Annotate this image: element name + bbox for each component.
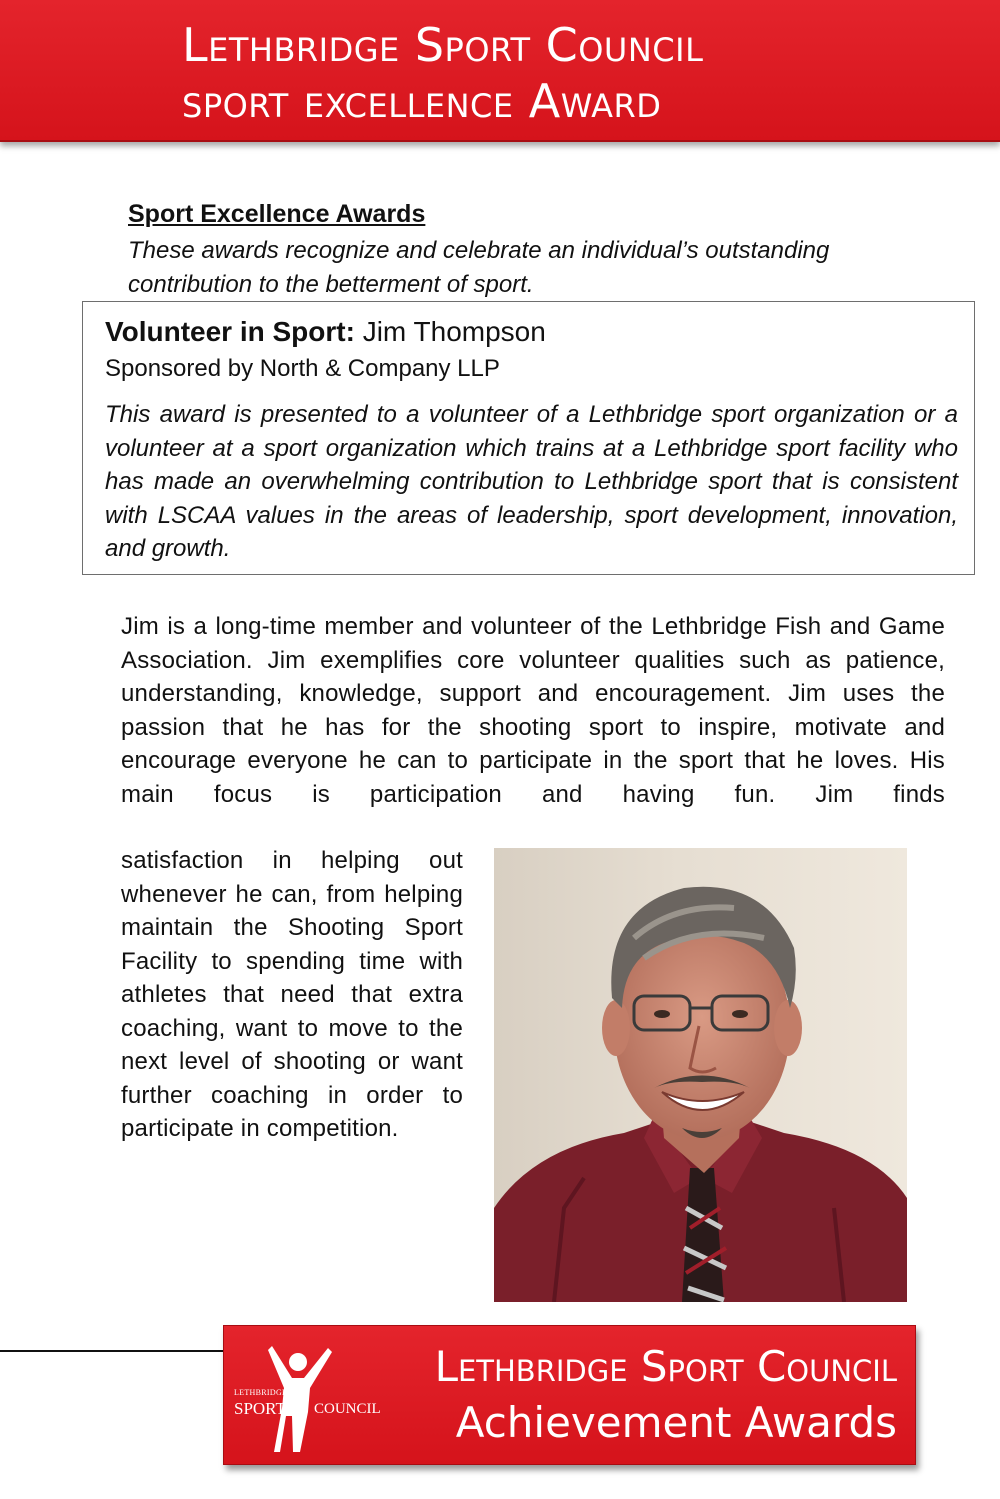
header-title-line1: Lethbridge Sport Council — [182, 18, 704, 72]
bottom-divider — [0, 1350, 225, 1352]
header-title-line2: sport excellence Award — [182, 74, 662, 128]
logo-text-lethbridge: LETHBRIDGE — [234, 1388, 288, 1397]
award-recipient: Jim Thompson — [362, 316, 546, 347]
footer-title-line2: Achievement Awards — [455, 1398, 897, 1447]
bio-paragraph-bottom: satisfaction in helping out whenever he can, from helping maintain the Shooting Sport Facility to spending time with athletes that need that extra coaching, want to move to the next level of shooting or want further coaching in order to participate in competition. — [121, 847, 463, 1142]
bio-paragraph-top: Jim is a long-time member and volunteer of the Lethbridge Fish and Game Association. Jim exemplifies core volunteer qualities such as patience, understanding, knowledge, support and encouragement. Jim uses the passion that he has for the shooting sport to inspire, motivate and encourage everyone he can to participate in the sport that he loves. His main focus is participation and having fun. Jim finds — [121, 613, 945, 808]
sport-council-logo — [230, 1344, 390, 1454]
portrait-illustration — [494, 848, 907, 1302]
award-category: Volunteer in Sport: — [105, 316, 355, 347]
award-sponsor: Sponsored by North & Company LLP — [105, 355, 500, 382]
footer-banner — [223, 1325, 916, 1465]
recipient-photo — [494, 848, 907, 1302]
footer-title-line1: Lethbridge Sport Council — [434, 1342, 897, 1391]
logo-text-sport: SPORT — [234, 1399, 286, 1418]
intro-text: These awards recognize and celebrate an individual’s outstanding contribution to the betterment of sport. — [128, 237, 830, 298]
intro-heading: Sport Excellence Awards — [128, 200, 426, 228]
award-box — [82, 301, 975, 575]
logo-text-council: COUNCIL — [314, 1401, 381, 1417]
header-banner — [0, 0, 1000, 142]
award-title — [105, 316, 546, 348]
award-description: This award is presented to a volunteer of a Lethbridge sport organization or a volunteer at a sport organization which trains at a Lethbridge sport facility who has made an overwhelming contribution to Lethbridge sport that is consistent with LSCAA values in the areas of leadership, sport development, innovation, and growth. — [105, 401, 958, 562]
